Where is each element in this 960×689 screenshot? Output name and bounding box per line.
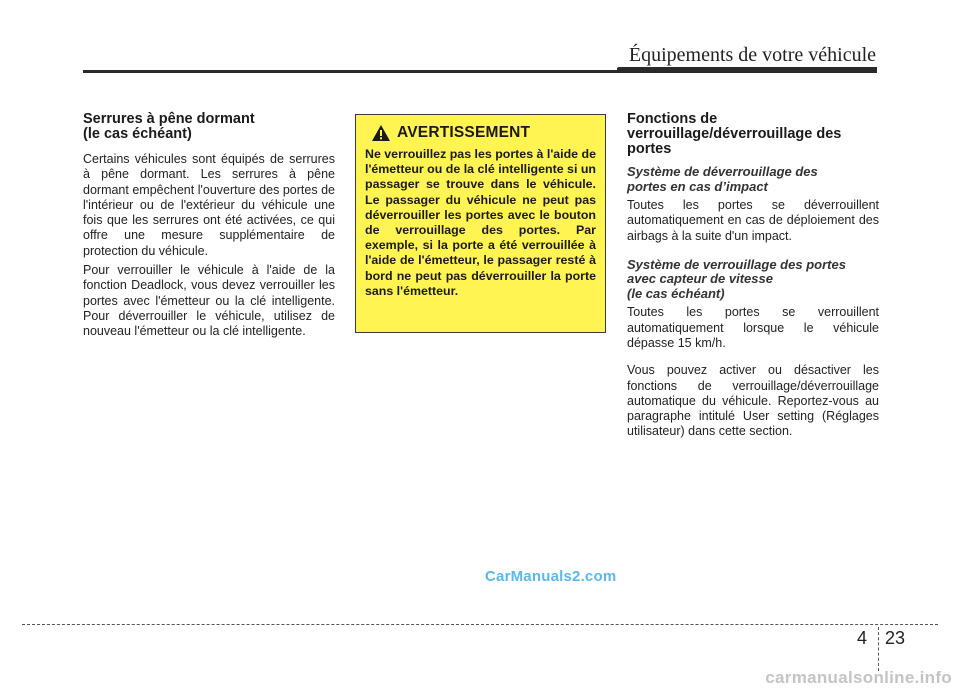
section-title-line: verrouillage/déverrouillage des — [627, 126, 842, 142]
page-header-title: Équipements de votre véhicule — [628, 44, 876, 66]
section-title-line: portes — [627, 141, 672, 157]
right-column — [627, 112, 879, 440]
warning-box — [355, 114, 606, 333]
section-title-locking-functions — [627, 112, 879, 157]
paragraph: Toutes les portes se verrouillent automatiquement lorsque le véhicule dépasse 15 km/h. — [627, 305, 879, 350]
section-title-deadlock — [83, 112, 335, 142]
subsection-title-speed-lock — [627, 258, 879, 302]
subsection-title-line: Système de déverrouillage des — [627, 164, 818, 179]
section-title-line: Serrures à pêne dormant — [83, 111, 255, 127]
paragraph: Certains véhicules sont équipés de serrures à pêne dormant. Les serrures à pêne dormant empêchent l'ouverture des portes de l'intérieur ou de l'extérieur du véhicule une fois que les serrures ont été activées, ce qui offre une mesure supplémentaire de protection du véhicule. — [83, 152, 335, 258]
warning-triangle-icon — [371, 124, 391, 142]
spacer — [627, 244, 879, 258]
subsection-title-line: avec capteur de vitesse — [627, 271, 773, 287]
left-column — [83, 112, 335, 340]
subsection-title-impact-unlock — [627, 165, 879, 194]
section-title-line: Fonctions de — [627, 111, 718, 127]
paragraph: Toutes les portes se déverrouillent automatiquement en cas de déploiement des airbags à la suite d'un impact. — [627, 198, 879, 243]
paragraph: Pour verrouiller le véhicule à l'aide de la fonction Deadlock, vous devez verrouiller les portes avec l'émetteur ou la clé intelligente. Pour déverrouiller le véhicule, utilisez de nouveau l'émetteur ou la clé intelligente. — [83, 263, 335, 339]
warning-header — [371, 123, 596, 143]
subsection-title-line: (le cas échéant) — [627, 285, 725, 301]
header-rule — [83, 70, 877, 73]
footer-vertical-dashed-rule — [878, 627, 879, 671]
page-number: 23 — [885, 628, 906, 648]
site-watermark: carmanualsonline.info — [765, 668, 952, 687]
spacer — [627, 351, 879, 363]
warning-title: AVERTISSEMENT — [397, 124, 531, 141]
watermark-link[interactable]: CarManuals2.com — [485, 568, 617, 585]
section-title-line: (le cas échéant) — [83, 126, 192, 142]
warning-text: Ne verrouillez pas les portes à l'aide de l'émetteur ou de la clé intelligente si un passager se trouve dans le véhicule. Le passager du véhicule ne peut pas déverrouiller les portes avec le bouton de verrouillage des portes. Par exemple, si la porte a été verrouillée à l'aide de l'émetteur, le passager resté à bord ne peut pas déverrouiller la porte sans l'émetteur. — [365, 147, 596, 298]
footer-dashed-rule — [22, 624, 938, 625]
paragraph: Vous pouvez activer ou désactiver les fonctions de verrouillage/déverrouillage automatique du véhicule. Reportez-vous au paragraphe intitulé User setting (Réglages utilisateur) dans cette section. — [627, 363, 879, 439]
subsection-title-line: Système de verrouillage des portes — [627, 256, 846, 272]
subsection-title-line: portes en cas d’impact — [627, 178, 768, 194]
chapter-number: 4 — [857, 628, 868, 648]
